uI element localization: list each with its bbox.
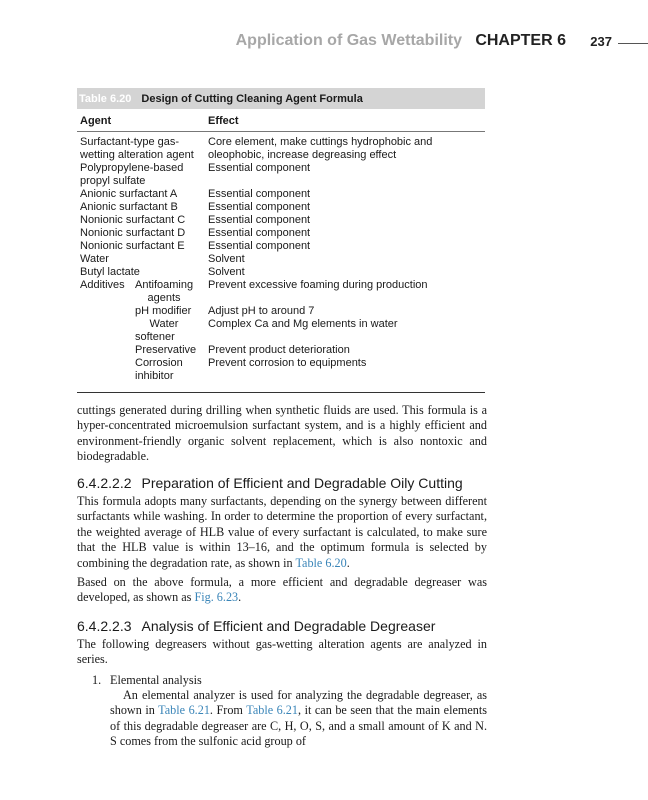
paragraph	[77, 575, 487, 606]
table-cell-effect: Essential component	[208, 240, 311, 252]
paragraph-text: . From	[209, 703, 247, 718]
table-cell-effect: Solvent	[208, 266, 245, 278]
table-cell-agent: Butyl lactate	[80, 266, 140, 278]
list-number: 1.	[92, 673, 102, 687]
table-cell-effect: Core element, make cuttings hydrophobic and	[208, 136, 433, 148]
paragraph-text: Based on the above formula, a more efficient and degradable degreaser was developed, as shown as	[77, 575, 487, 605]
page-number: 237	[590, 34, 612, 49]
table-caption	[77, 88, 485, 109]
table-cell-effect: Essential component	[208, 188, 311, 200]
paragraph-end: .	[346, 555, 350, 570]
list-heading	[110, 673, 487, 688]
table-cell-agent: Water	[80, 253, 109, 265]
table-header	[77, 111, 485, 132]
paragraph-text: The following degreasers without gas-wetting alteration agents are analyzed in series.	[77, 637, 487, 667]
formula-table	[77, 88, 485, 393]
header-title: Application of Gas Wettability	[235, 32, 462, 49]
table-cell-effect: Essential component	[208, 227, 311, 239]
table-cell-subagent: inhibitor	[135, 370, 174, 382]
table-cell-effect: Solvent	[208, 253, 245, 265]
table-body	[77, 132, 485, 393]
section-number: 6.4.2.2.2	[77, 475, 132, 491]
table-cell-subagent: Water	[149, 318, 179, 330]
header-chapter: CHAPTER 6	[475, 32, 566, 49]
table-cell-effect: Adjust pH to around 7	[208, 305, 315, 317]
paragraph-text: , it can be seen that the main elements of this degradable degreaser are C, H, O, S, and a small amount of K and N. S comes from the sulfonic acid group of	[110, 703, 487, 749]
running-header	[0, 32, 648, 54]
table-cell-agent: Polypropylene-based	[80, 162, 184, 174]
section-title: Preparation of Efficient and Degradable Oily Cutting	[141, 475, 463, 491]
header-rule	[618, 43, 648, 44]
table-label: Table 6.20	[79, 92, 132, 105]
table-cell-agent: Anionic surfactant B	[80, 201, 178, 213]
table-cell-agent: Nonionic surfactant D	[80, 227, 186, 239]
table-link[interactable]: Table 6.20	[295, 555, 347, 570]
table-cell-agent: Nonionic surfactant C	[80, 214, 186, 226]
section-heading	[77, 618, 497, 634]
table-cell-agent: Anionic surfactant A	[80, 188, 178, 200]
paragraph-text: cuttings generated during drilling when synthetic fluids are used. This formula is a hyper-concentrated microemulsion surfactant system, and is a highly efficient and environment-friendly organic solvent replacement, which is also nontoxic and biodegradable.	[77, 403, 487, 464]
column-header-effect: Effect	[208, 115, 239, 127]
list-item-body	[110, 688, 487, 750]
paragraph-end: .	[238, 590, 242, 605]
table-cell-subagent: agents	[147, 292, 181, 304]
table-cell-effect: oleophobic, increase degreasing effect	[208, 149, 397, 161]
table-cell-effect: Prevent excessive foaming during production	[208, 279, 428, 291]
table-cell-effect: Prevent corrosion to equipments	[208, 357, 367, 369]
section-title: Analysis of Efficient and Degradable Degreaser	[141, 618, 436, 634]
table-cell-subagent: Preservative	[135, 344, 197, 356]
table-cell-subagent: softener	[135, 331, 175, 343]
paragraph-text: This formula adopts many surfactants, depending on the synergy between different surfactants while washing. In order to determine the proportion of every surfactant, the weighted average of HLB value of every surfactant is calculated, to make sure that the HLB value is within 13–16, and the optimum formula is selected by combining the degradation rate, as shown in	[77, 494, 487, 570]
table-cell-agent: Nonionic surfactant E	[80, 240, 185, 252]
table-cell-subagent: Antifoaming	[135, 279, 194, 291]
table-cell-effect: Prevent product deterioration	[208, 344, 350, 356]
table-cell-effect: Complex Ca and Mg elements in water	[208, 318, 398, 330]
section-number: 6.4.2.2.3	[77, 618, 132, 634]
figure-link[interactable]: Fig. 6.23	[194, 590, 239, 605]
table-title: Design of Cutting Cleaning Agent Formula	[141, 92, 363, 105]
table-cell-subagent: pH modifier	[135, 305, 192, 317]
paragraph	[77, 494, 487, 571]
table-cell-agent: propyl sulfate	[80, 175, 146, 187]
paragraph	[77, 637, 487, 668]
table-cell-effect: Essential component	[208, 201, 311, 213]
table-link[interactable]: Table 6.21	[158, 703, 210, 718]
table-cell-effect: Essential component	[208, 214, 311, 226]
additives-label: Additives	[80, 279, 125, 291]
paragraph-text: An elemental analyzer is used for analyzing the degradable degreaser, as shown in	[110, 688, 487, 718]
list-marker	[92, 673, 108, 688]
table-link[interactable]: Table 6.21	[246, 703, 298, 718]
table-cell-agent: Surfactant-type gas-	[80, 136, 180, 148]
column-header-agent: Agent	[80, 115, 112, 127]
section-heading	[77, 475, 497, 491]
table-cell-agent: wetting alteration agent	[80, 149, 194, 161]
list-heading-text: Elemental analysis	[110, 673, 202, 687]
paragraph	[77, 403, 487, 465]
table-cell-subagent: Corrosion	[135, 357, 183, 369]
table-cell-effect: Essential component	[208, 162, 311, 174]
